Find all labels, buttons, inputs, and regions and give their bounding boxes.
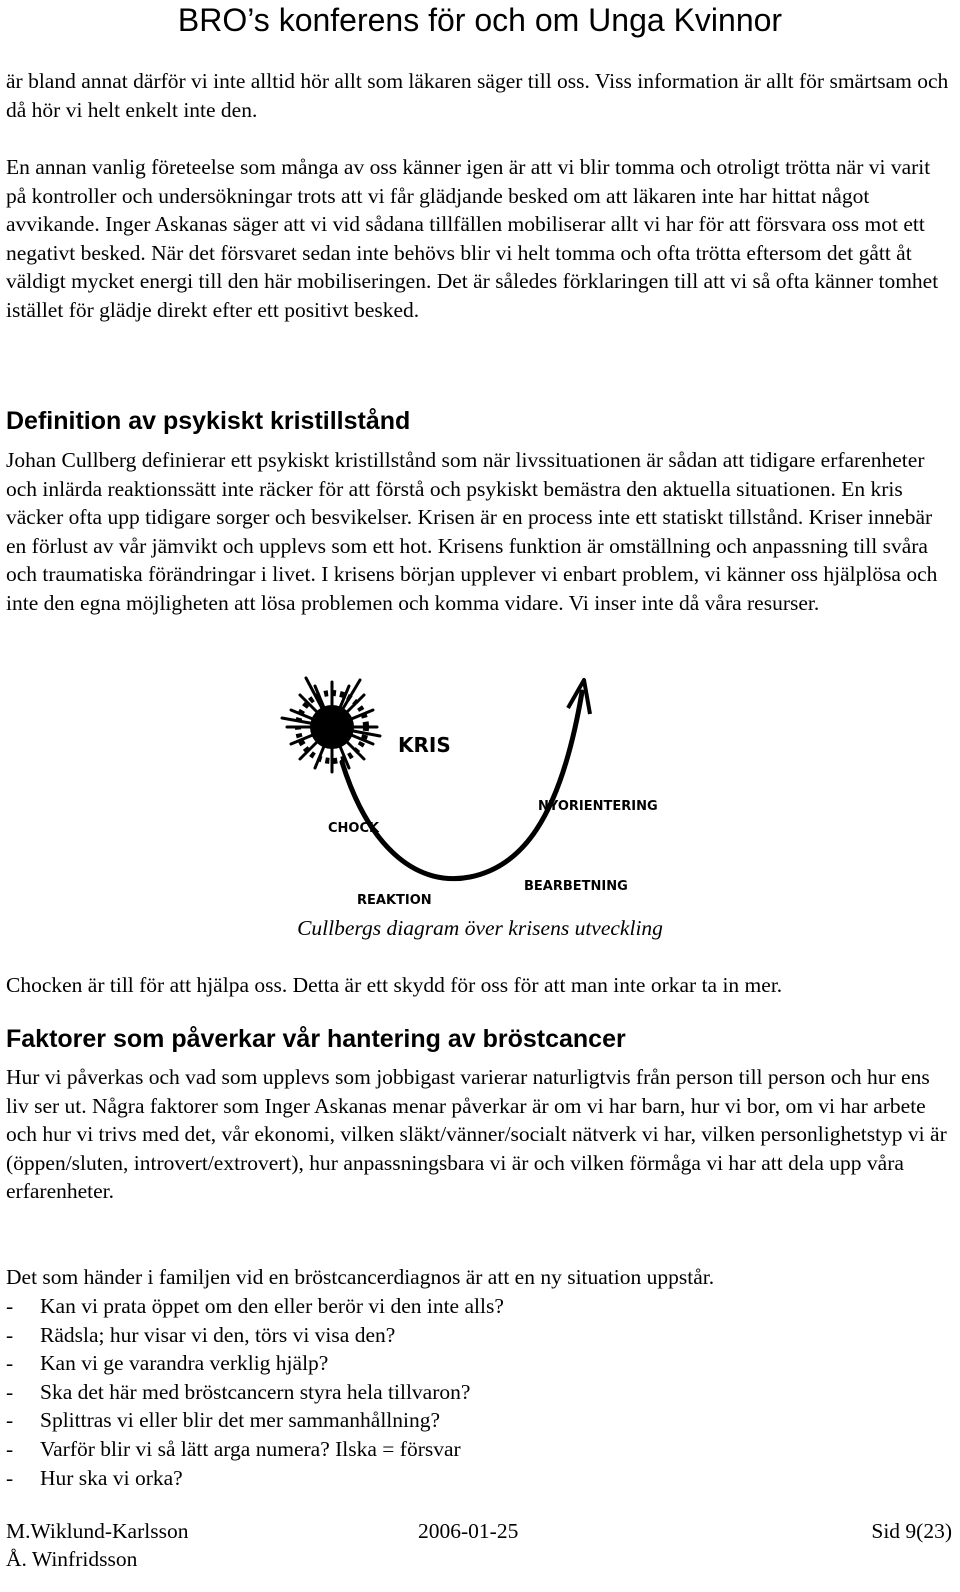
diagram-label-nyorientering: NYORIENTERING	[538, 799, 658, 814]
list-dash: -	[6, 1294, 14, 1318]
paragraph-intro-continued	[6, 67, 952, 124]
paragraph-emptiness	[6, 153, 952, 325]
list-dash: -	[6, 1322, 14, 1347]
list-item	[6, 1321, 952, 1350]
paragraph-shock	[6, 971, 952, 1000]
crisis-curve	[342, 692, 582, 879]
list-dash: -	[6, 1351, 14, 1376]
paragraph-text: En annan vanlig företeelse som många av oss känner igen är att vi blir tomma och otroligt trötta när vi varit på kontroller och undersökningar trots att vi får glädjande besked om att läkaren inte har hittat något avvikande. Inger Askanas säger att vi vid sådana tillfällen mobiliserar allt vi har för att försvara oss mot ett negativt besked. När det försvaret sedan inte behövs blir vi helt tomma och ofta trötta eftersom det gått åt väldigt mycket energi till den här mobiliseringen. Det är således förklaringen till att vi så ofta känner tomhet istället för glädje direkt efter ett positivt besked.	[6, 155, 939, 322]
list-item-text: Kan vi prata öppet om den eller berör vi den inte alls?	[40, 1294, 504, 1318]
list-item-text: Rädsla; hur visar vi den, törs vi visa den?	[40, 1322, 396, 1347]
family-questions-list	[6, 1292, 952, 1492]
list-item-text: Splittras vi eller blir det mer sammanhållning?	[40, 1408, 441, 1433]
section-heading-factors: Faktorer som påverkar vår hantering av bröstcancer	[6, 1025, 626, 1053]
list-item-text: Kan vi ge varandra verklig hjälp?	[40, 1351, 329, 1376]
diagram-label-reaktion: REAKTION	[357, 893, 432, 908]
paragraph-factors	[6, 1063, 952, 1206]
paragraph-text: Det som händer i familjen vid en bröstcancerdiagnos är att en ny situation uppstår.	[6, 1265, 715, 1289]
footer-author-1: M.Wiklund-Karlsson	[6, 1519, 189, 1543]
crisis-development-diagram	[270, 672, 710, 922]
list-item	[6, 1349, 952, 1378]
paragraph-text: är bland annat därför vi inte alltid hör allt som läkaren säger till oss. Viss information är allt för smärtsam och då hör vi helt enkelt inte den.	[6, 69, 949, 122]
list-dash: -	[6, 1436, 14, 1461]
paragraph-text: Chocken är till för att hjälpa oss. Detta är ett skydd för oss för att man inte orkar ta in mer.	[6, 973, 783, 997]
footer-date: 2006-01-25	[418, 1519, 519, 1543]
list-item-text: Varför blir vi så lätt arga numera? Ilska = försvar	[40, 1436, 461, 1461]
list-item	[6, 1435, 952, 1464]
footer-page-number: Sid 9(23)	[871, 1519, 952, 1543]
list-dash: -	[6, 1408, 14, 1433]
list-item-text: Hur ska vi orka?	[40, 1465, 183, 1490]
list-item	[6, 1292, 952, 1321]
list-item-text: Ska det här med bröstcancern styra hela tillvaron?	[40, 1379, 471, 1404]
kris-starburst-icon	[282, 678, 380, 772]
diagram-label-chock: CHOCK	[328, 821, 380, 836]
section-heading-crisis-definition: Definition av psykiskt kristillstånd	[6, 407, 411, 435]
paragraph-text: Johan Cullberg definierar ett psykiskt kristillstånd som när livssituationen är sådan att tidigare erfarenheter och inlärda reaktionssätt inte räcker för att förstå och psykiskt bemästra den aktuella situationen. En kris väcker ofta upp tidigare sorger och besvikelser. Krisen är en process inte ett statiskt tillstånd. Kriser innebär en förlust av vår jämvikt och upplevs som ett hot. Krisens funktion är omställning och anpassning till svåra och traumatiska förändringar i livet. I krisens början upplever vi enbart problem, vi känner oss hjälplösa och inte den egna möjligheten att lösa problemen och komma vidare. Vi inser inte då våra resurser.	[6, 448, 938, 615]
paragraph-text: Hur vi påverkas och vad som upplevs som jobbigast varierar naturligtvis från person till person och hur ens liv ser ut. Några faktorer som Inger Askanas menar påverkar är om vi har barn, hur vi bor, om vi har arbete och hur vi trivs med det, vår ekonomi, vilken släkt/vänner/socialt nätverk vi har, vilken personlighetstyp vi är (öppen/sluten, introvert/extrovert), hur anpassningsbara vi är och vilken förmåga vi har att dela upp våra erfarenheter.	[6, 1065, 947, 1204]
page-header-title: BRO’s konferens för och om Unga Kvinnor	[177, 2, 783, 38]
list-item	[6, 1464, 952, 1493]
footer-author-2: Å. Winfridsson	[6, 1547, 138, 1571]
diagram-label-kris: KRIS	[398, 733, 451, 757]
list-dash: -	[6, 1465, 14, 1490]
list-item	[6, 1378, 952, 1407]
paragraph-family	[6, 1263, 952, 1292]
diagram-label-bearbetning: BEARBETNING	[524, 879, 628, 894]
paragraph-cullberg-definition	[6, 446, 952, 618]
list-dash: -	[6, 1379, 14, 1404]
diagram-caption: Cullbergs diagram över krisens utveckling	[297, 916, 663, 940]
list-item	[6, 1406, 952, 1435]
